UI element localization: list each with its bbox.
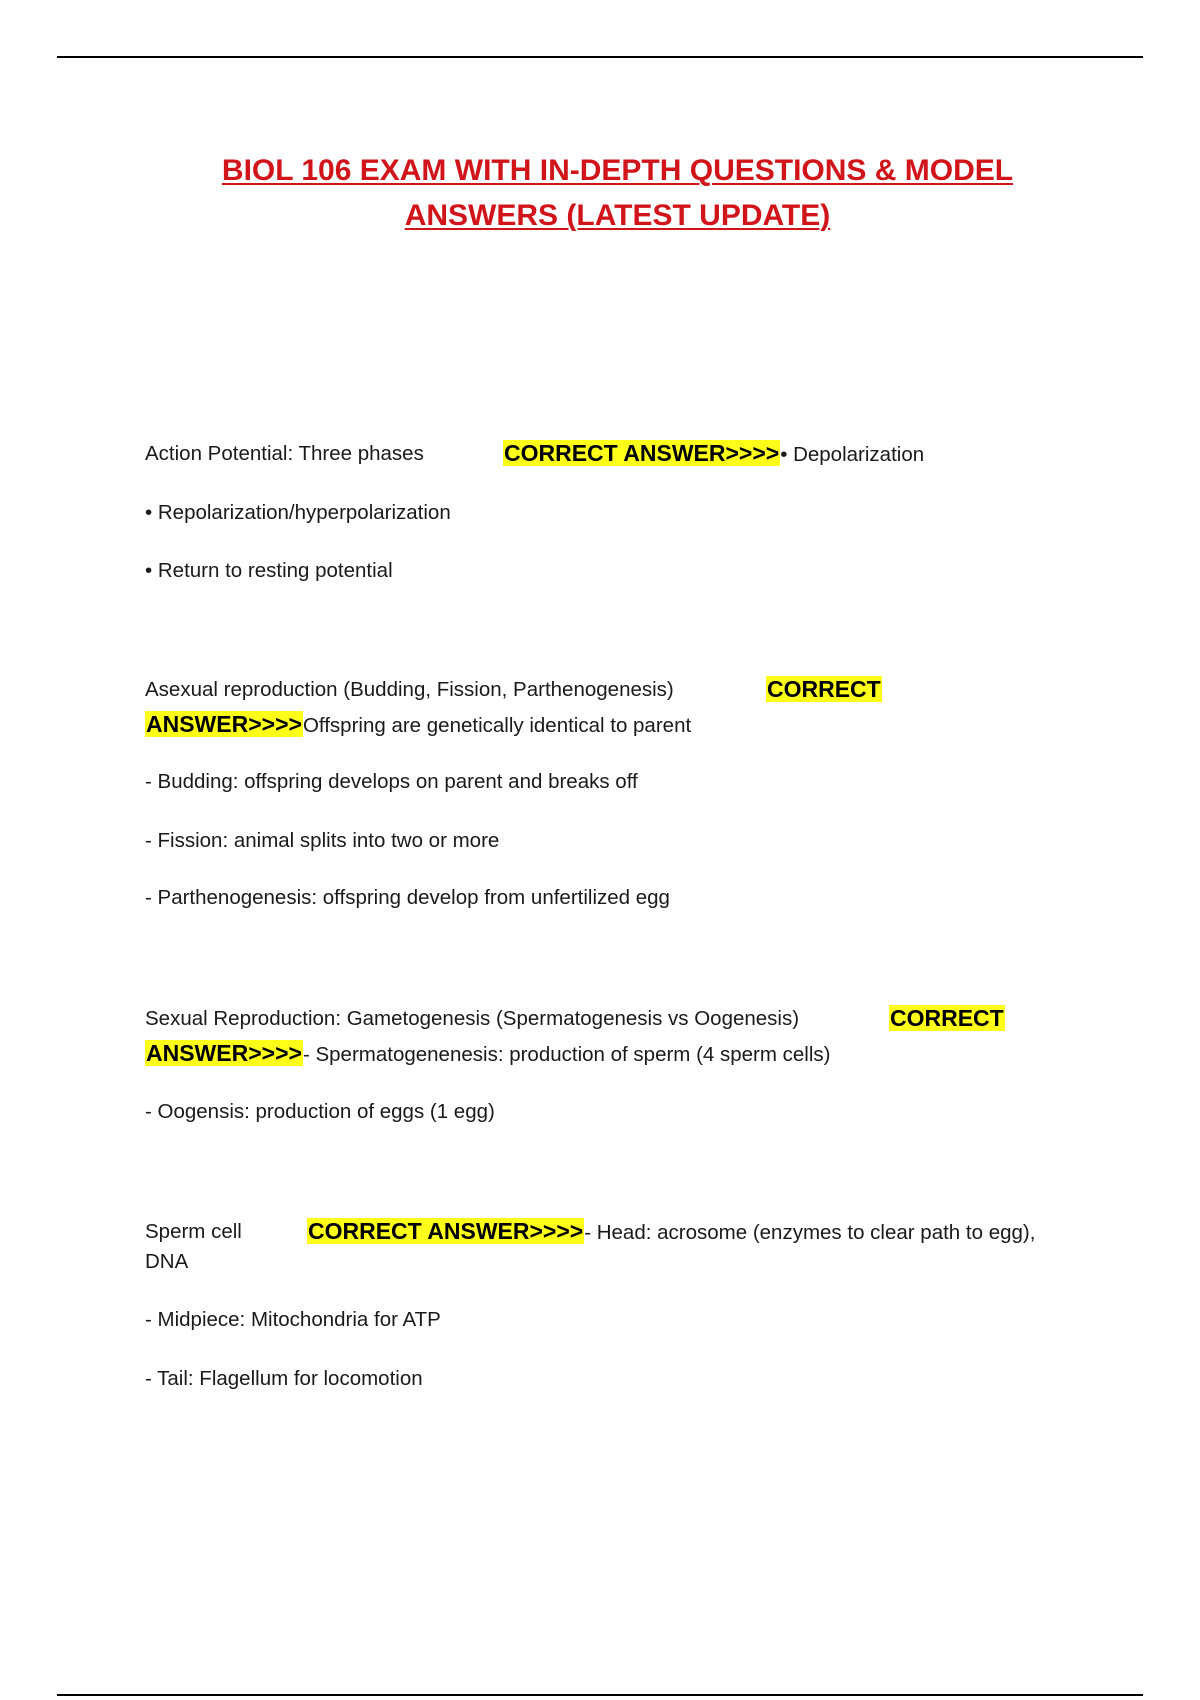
answer-line-asexual: [145, 710, 691, 740]
question-sperm-cell: Sperm cell: [145, 1220, 242, 1243]
answer-marker-part1: [889, 1004, 1005, 1034]
answer-point: - Parthenogenesis: offspring develop from unfertilized egg: [145, 886, 670, 909]
answer-point: - Midpiece: Mitochondria for ATP: [145, 1308, 441, 1331]
answer-continuation: DNA: [145, 1250, 189, 1273]
answer-text: - Spermatogenenesis: production of sperm (4 sperm cells): [302, 1043, 831, 1066]
correct-answer-marker: CORRECT: [890, 1005, 1004, 1031]
top-rule: [57, 56, 1143, 58]
correct-answer-marker: CORRECT ANSWER>>>>: [308, 1218, 584, 1244]
correct-answer-marker: CORRECT ANSWER>>>>: [504, 440, 780, 466]
answer-text: - Head: acrosome (enzymes to clear path to egg),: [584, 1221, 1036, 1244]
answer-line-sperm-cell: [307, 1217, 1035, 1247]
answer-line-action-potential: [503, 439, 924, 469]
question-action-potential: Action Potential: Three phases: [145, 442, 424, 465]
bottom-rule: [57, 1694, 1143, 1696]
correct-answer-marker: ANSWER>>>>: [146, 711, 302, 737]
answer-point: - Fission: animal splits into two or more: [145, 829, 500, 852]
answer-point: • Return to resting potential: [145, 559, 393, 582]
correct-answer-marker: ANSWER>>>>: [146, 1040, 302, 1066]
title-line-1: BIOL 106 EXAM WITH IN-DEPTH QUESTIONS & MODEL: [221, 154, 1014, 187]
question-asexual-reproduction: Asexual reproduction (Budding, Fission, Parthenogenesis): [145, 678, 674, 701]
title-line-2: ANSWERS (LATEST UPDATE): [404, 199, 831, 232]
page-title: [0, 148, 1200, 238]
answer-marker-part1: [766, 675, 882, 705]
answer-line-sexual: [145, 1039, 831, 1069]
correct-answer-marker: CORRECT: [767, 676, 881, 702]
answer-point: • Repolarization/hyperpolarization: [145, 501, 451, 524]
answer-point: - Tail: Flagellum for locomotion: [145, 1367, 423, 1390]
question-sexual-reproduction: Sexual Reproduction: Gametogenesis (Spermatogenesis vs Oogenesis): [145, 1007, 800, 1030]
answer-point: - Oogensis: production of eggs (1 egg): [145, 1100, 495, 1123]
answer-text: • Depolarization: [780, 443, 925, 466]
answer-text: Offspring are genetically identical to parent: [302, 714, 692, 737]
answer-point: - Budding: offspring develops on parent and breaks off: [145, 770, 638, 793]
